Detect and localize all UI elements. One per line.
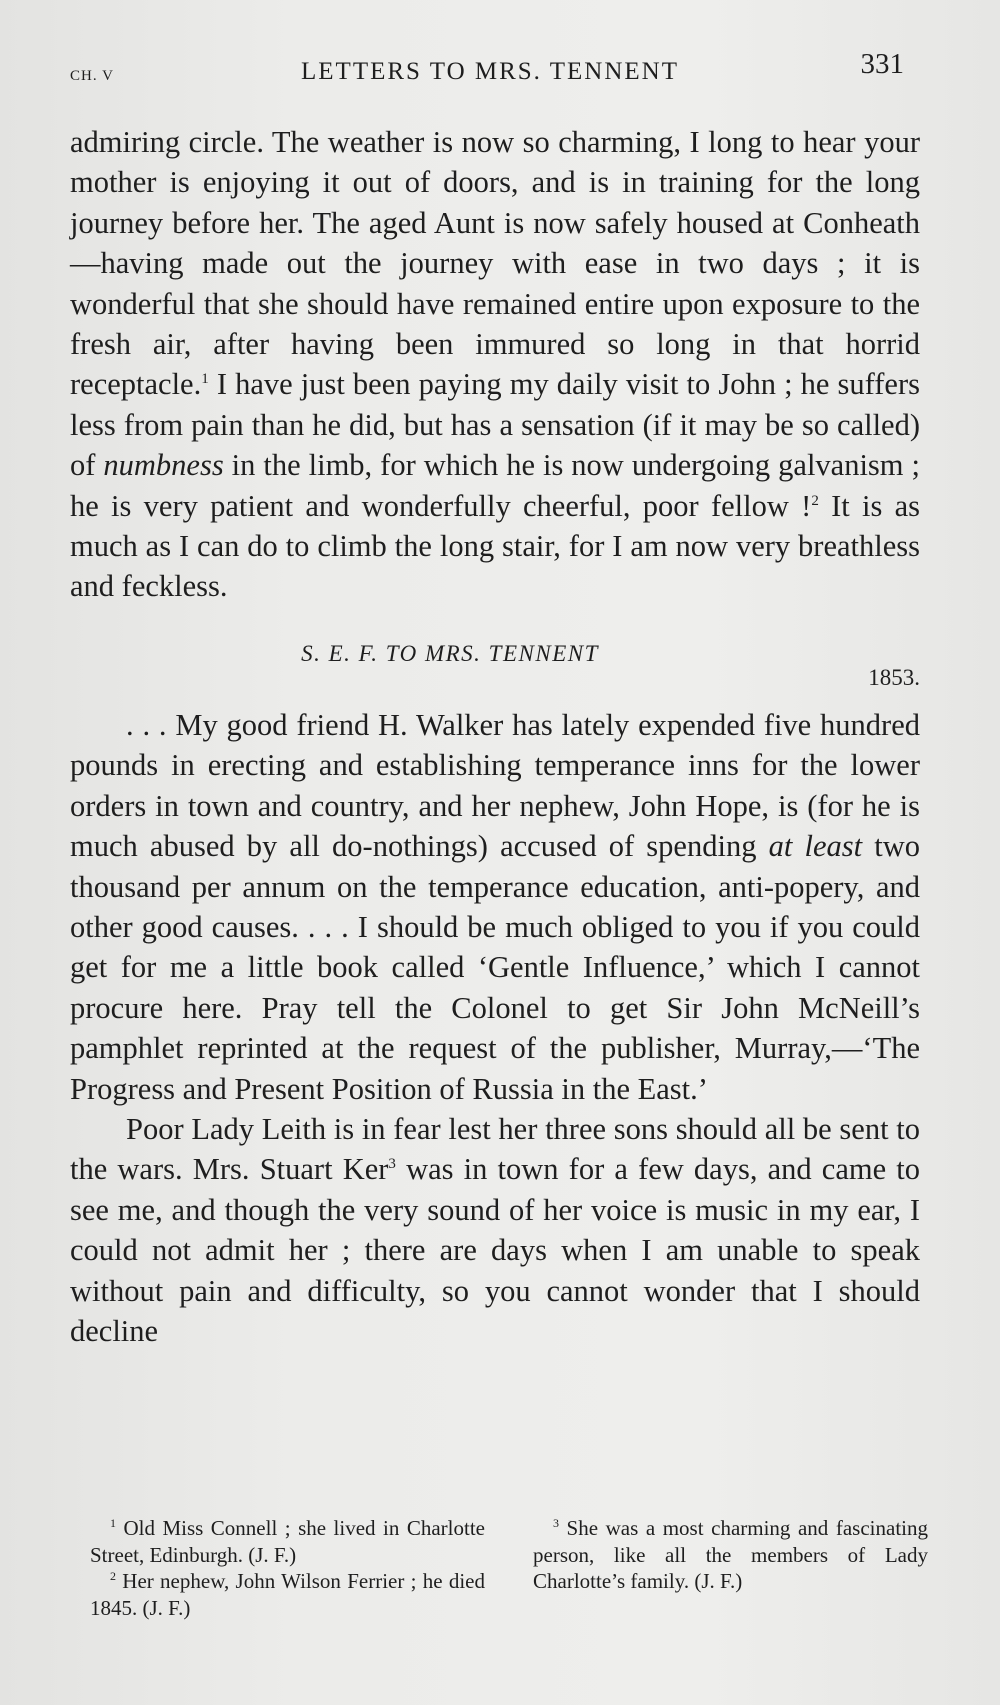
italic-at-least: at least [768,829,863,864]
italic-numbness: numbness [103,448,224,483]
footnote-1 [90,1515,485,1568]
paragraph-1-text-c: in the limb, for which he is now undergoing galvanism ; he is very patient and wonderfully cheerful, poor fellow ! [70,448,920,523]
page-body [70,122,920,1351]
running-title: LETTERS TO MRS. TENNENT [301,58,679,85]
footnote-ref-3: 3 [388,1156,396,1173]
footnote-ref-1: 1 [201,371,209,388]
letter-date: 1853. [868,664,920,690]
paragraph-3-text-a: Poor Lady Leith is in fear lest her three sons should all be sent to the wars. Mrs. Stuart Ker [70,1111,920,1187]
paragraph-3 [70,1109,920,1351]
paragraph-1-text-a: admiring circle. The weather is now so charming, I long to hear your mother is enjoying it out of doors, and is in training for the long journey before her. The aged Aunt is now safely housed at Conheath—having made out the journey with ease in two days ; it is wonderful that she should have remained entire upon exposure to the fresh air, after having been immured so long in that horrid receptacle. [70,125,920,402]
footnote-ref-2: 2 [811,492,819,509]
paragraph-2-text-b: two thousand per annum on the temperance education, anti-popery, and other good causes. . . . I should be much obliged to you if you could get for me a little book called ‘Gentle Influence,’ which I cannot procure here. Pray tell the Colonel to get Sir John McNeill’s pamphlet reprinted at the request of the publisher, Murray,—‘The Progress and Present Position of Russia in the East.’ [70,829,920,1106]
letter-heading [70,641,920,705]
footnote-3 [533,1515,928,1595]
page-number: 331 [860,48,904,80]
page-header [70,48,910,98]
letter-title: S. E. F. TO MRS. TENNENT [301,640,599,666]
footnote-1-text: Old Miss Connell ; she lived in Charlotte Street, Edinburgh. (J. F.) [90,1516,485,1567]
footnote-2 [90,1568,485,1621]
footnote-3-text: She was a most charming and fascinating person, like all the members of Lady Charlotte’s family. (J. F.) [533,1516,928,1593]
footnote-column-left [90,1515,485,1621]
chapter-label: CH. V [70,68,114,84]
paragraph-1-text-d: It is as much as I can do to climb the long stair, for I am now very breathless and feckless. [70,488,920,604]
footnote-2-text: Her nephew, John Wilson Ferrier ; he died 1845. (J. F.) [90,1569,485,1620]
footnote-2-mark: 2 [110,1569,116,1583]
paragraph-1 [70,122,920,607]
paragraph-2 [70,705,920,1109]
paragraph-1-text-b: I have just been paying my daily visit to John ; he suffers less from pain than he did, but has a sensation (if it may be so called) of [70,367,920,483]
footnote-1-mark: 1 [110,1516,116,1530]
footnote-column-right [533,1515,928,1595]
paragraph-3-text-b: was in town for a few days, and came to see me, and though the very sound of her voice is music in my ear, I could not admit her ; there are days when I am unable to speak without pain and difficulty, so you cannot wonder that I should decline [70,1152,921,1348]
paragraph-2-text-a: . . . My good friend H. Walker has lately expended five hundred pounds in erecting and establishing temperance inns for the lower orders in town and country, and her nephew, John Hope, is (for he is much abused by all do-nothings) accused of spending [70,707,920,864]
footnote-3-mark: 3 [553,1516,559,1530]
